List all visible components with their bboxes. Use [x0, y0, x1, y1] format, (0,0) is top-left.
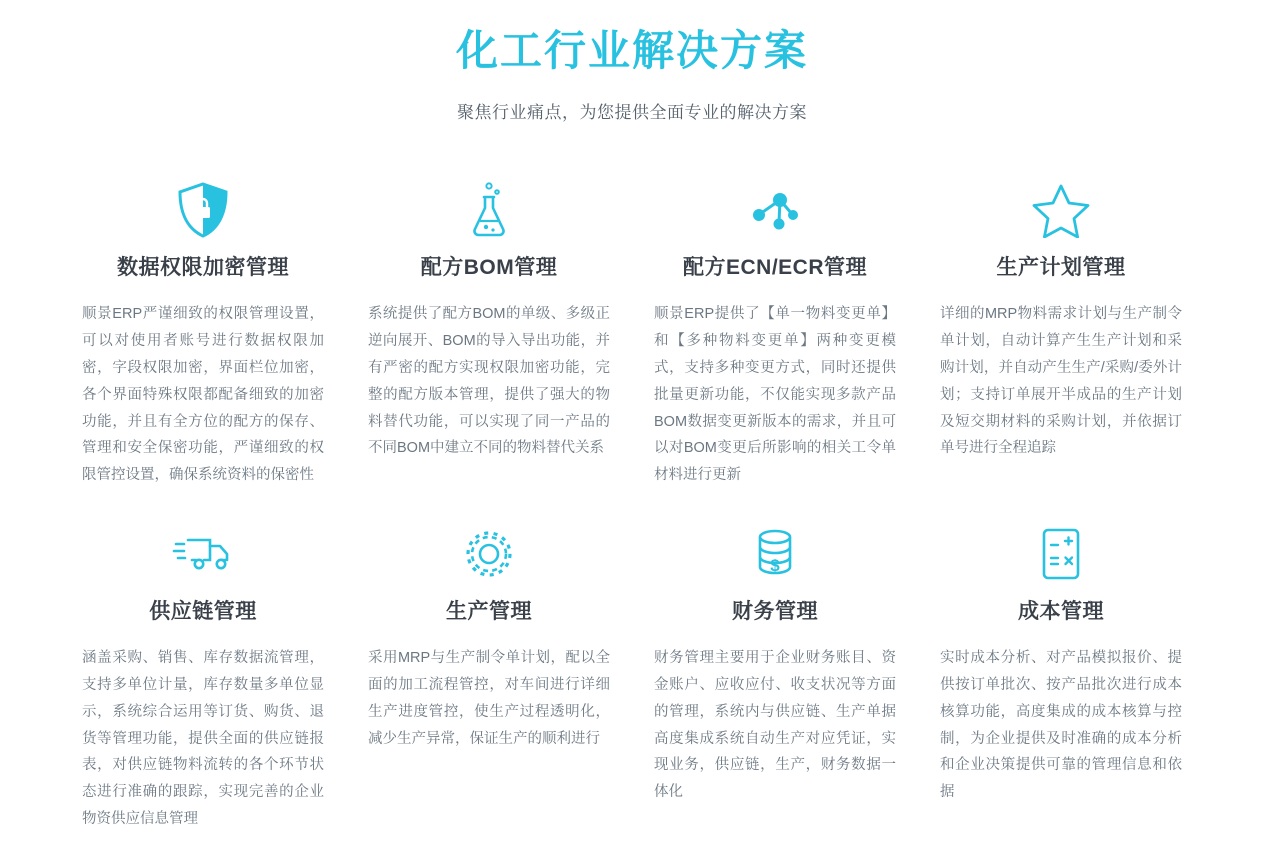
gear-icon — [462, 523, 516, 585]
feature-desc: 财务管理主要用于企业财务账目、资金账户、应收应付、收支状况等方面的管理，系统内与供应链、生产单据高度集成系统自动生产对应凭证，实现业务，供应链，生产，财务数据一体化 — [654, 650, 896, 801]
truck-icon — [172, 523, 234, 585]
page-header — [0, 0, 1264, 123]
feature-grid — [0, 179, 1264, 832]
feature-desc: 实时成本分析、对产品模拟报价、提供按订单批次、按产品批次进行成本核算功能，高度集成的成本核算与控制，为企业提供及时准确的成本分析和企业决策提供可靠的管理信息和依据 — [940, 650, 1182, 801]
molecule-icon — [746, 179, 804, 241]
money-coins-icon — [749, 523, 801, 585]
feature-card — [918, 179, 1204, 489]
feature-card — [632, 523, 918, 833]
page-title: 化工行业解决方案 — [455, 27, 808, 74]
feature-desc: 系统提供了配方BOM的单级、多级正逆向展开、BOM的导入导出功能，并有严密的配方实现权限加密功能，完整的配方版本管理，提供了强大的物料替代功能，可以实现了同一产品的不同BOM中建立不同的物料替代关系 — [368, 306, 610, 457]
page-subtitle: 聚焦行业痛点，为您提供全面专业的解决方案 — [457, 103, 807, 123]
flask-icon — [463, 179, 515, 241]
feature-card — [346, 179, 632, 489]
feature-card — [918, 523, 1204, 833]
feature-desc: 涵盖采购、销售、库存数据流管理，支持多单位计量，库存数量多单位显示，系统综合运用等订货、购货、退货等管理功能，提供全面的供应链报表，对供应链物料流转的各个环节状态进行准确的跟踪，实现完善的企业物资供应信息管理 — [82, 650, 324, 827]
shield-lock-icon — [176, 179, 230, 241]
calculator-icon — [1036, 523, 1086, 585]
feature-desc: 顺景ERP严谨细致的权限管理设置，可以对使用者账号进行数据权限加密，字段权限加密，界面栏位加密，各个界面特殊权限都配备细致的加密功能，并且有全方位的配方的保存、管理和安全保密功能，严谨细致的权限管控设置，确保系统资料的保密性 — [82, 306, 324, 484]
feature-card — [60, 523, 346, 833]
feature-title: 数据权限加密管理 — [117, 256, 289, 280]
feature-card — [346, 523, 632, 833]
feature-card — [632, 179, 918, 489]
feature-title: 配方ECN/ECR管理 — [682, 256, 867, 280]
feature-title: 成本管理 — [1018, 600, 1104, 624]
feature-title: 供应链管理 — [149, 600, 257, 624]
svg-text:$: $ — [770, 556, 780, 576]
star-icon — [1032, 179, 1090, 241]
feature-desc: 详细的MRP物料需求计划与生产制令单计划，自动计算产生生产计划和采购计划，并自动产生生产/采购/委外计划；支持订单展开半成品的生产计划及短交期材料的采购计划，并依据订单号进行全程追踪 — [940, 306, 1182, 457]
feature-title: 配方BOM管理 — [420, 256, 558, 280]
feature-title: 生产计划管理 — [996, 256, 1126, 280]
feature-desc: 采用MRP与生产制令单计划，配以全面的加工流程管控，对车间进行详细生产进度管控，使生产过程透明化，减少生产异常，保证生产的顺利进行 — [368, 650, 610, 747]
feature-card — [60, 179, 346, 489]
feature-title: 财务管理 — [732, 600, 818, 624]
feature-title: 生产管理 — [446, 600, 532, 624]
feature-desc: 顺景ERP提供了【单一物料变更单】和【多种物料变更单】两种变更模式，支持多种变更方式，同时还提供批量更新功能，不仅能实现多款产品BOM数据变更新版本的需求，并且可以对BOM变更后所影响的相关工令单材料进行更新 — [654, 306, 896, 484]
